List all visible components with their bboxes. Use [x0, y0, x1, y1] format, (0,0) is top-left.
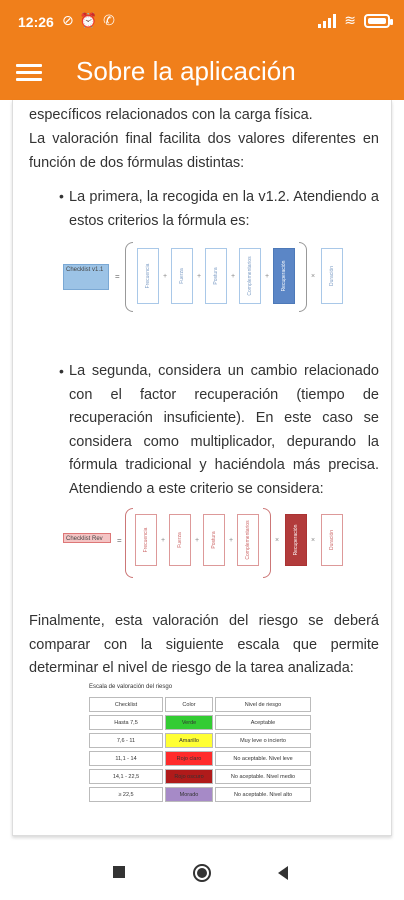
description-text: La valoración final facilita dos valores diferentes en función de dos fórmulas distintas: [29, 131, 379, 171]
formula-v1-diagram: Checklist v1.1 = Frecuencia + Fuerza + Postura + Complementarios + Recuperación × Duración [63, 240, 353, 320]
scale-grid [87, 694, 313, 805]
recents-button[interactable] [113, 866, 125, 878]
table-row [89, 733, 311, 748]
table-header-row [89, 697, 311, 712]
bullet-text-2: La segunda, considera un cambio relacionado con el factor recuperación (tiempo de recuperación insuficiente). En este caso se considera como multiplicador, depurando la fórmula tradicional y haciéndola más precisa. Atendiendo a este criterio se considera: [69, 363, 379, 497]
system-icons [318, 12, 390, 29]
table-header: Color [165, 697, 213, 712]
table-header: Checklist [89, 697, 163, 712]
range-cell: Hasta 7,5 [89, 715, 163, 730]
range-cell: 11,1 - 14 [89, 751, 163, 766]
app-bar [0, 44, 404, 100]
level-cell: Muy leve o incierto [215, 733, 311, 748]
formula-label: Checklist Rev [63, 533, 111, 543]
color-cell: Morado [165, 787, 213, 802]
table-row [89, 787, 311, 802]
table-row [89, 715, 311, 730]
whatsapp-icon: ✆ [103, 12, 115, 28]
color-cell: Rojo oscuro [165, 769, 213, 784]
table-header: Nivel de riesgo [215, 697, 311, 712]
term-duracion: Duración [321, 248, 343, 304]
scale-title: Escala de valoración del riesgo [89, 684, 173, 690]
term-postura: Postura [205, 248, 227, 304]
term-fuerza: Fuerza [169, 514, 191, 566]
term-postura: Postura [203, 514, 225, 566]
level-cell: No aceptable. Nivel alto [215, 787, 311, 802]
color-cell: Rojo claro [165, 751, 213, 766]
color-cell: Verde [165, 715, 213, 730]
term-duracion: Duración [321, 514, 343, 566]
term-recuperacion: Recuperación [285, 514, 307, 566]
term-complementarios: Complementarios [237, 514, 259, 566]
table-row [89, 751, 311, 766]
range-cell: 14,1 - 22,5 [89, 769, 163, 784]
level-cell: No aceptable. Nivel medio [215, 769, 311, 784]
risk-scale-table [87, 684, 327, 812]
status-time: 12:26 [18, 14, 54, 30]
back-button[interactable] [278, 866, 288, 880]
table-row [89, 769, 311, 784]
alarm-icon: ⏰ [79, 12, 98, 28]
level-cell: Aceptable [215, 715, 311, 730]
intro-text: específicos relacionados con la carga física. [29, 107, 313, 123]
top-bar [0, 0, 404, 100]
status-bar [0, 0, 404, 44]
home-button[interactable] [193, 864, 211, 882]
system-nav-bar [0, 848, 404, 900]
wifi-icon: ≋ [344, 12, 356, 28]
dnd-icon: ⊘ [62, 12, 74, 28]
battery-icon [364, 14, 390, 28]
color-cell: Amarillo [165, 733, 213, 748]
range-cell: 7,6 - 11 [89, 733, 163, 748]
term-fuerza: Fuerza [171, 248, 193, 304]
final-text: Finalmente, esta valoración del riesgo se deberá comparar con la siguiente escala que permite determinar el nivel de riesgo de la tarea analizada: [29, 613, 379, 676]
term-recuperacion: Recuperación [273, 248, 295, 304]
page-title: Sobre la aplicación [76, 56, 296, 86]
formula-label: Checklist v1.1 [63, 264, 109, 290]
term-complementarios: Complementarios [239, 248, 261, 304]
bullet-icon: • [59, 363, 64, 379]
signal-icon [318, 14, 336, 28]
bullet-icon: • [59, 188, 64, 204]
notification-icons [62, 12, 115, 29]
range-cell: ≥ 22,5 [89, 787, 163, 802]
level-cell: No aceptable. Nivel leve [215, 751, 311, 766]
term-frecuencia: Frecuencia [135, 514, 157, 566]
formula-rev-diagram: Checklist Rev = Frecuencia + Fuerza + Postura + Complementarios × Recuperación × Duración [63, 508, 353, 584]
content-card [12, 100, 392, 836]
term-frecuencia: Frecuencia [137, 248, 159, 304]
bullet-text-1: La primera, la recogida en la v1.2. Atendiendo a estos criterios la fórmula es: [69, 189, 379, 229]
menu-icon[interactable] [14, 58, 44, 86]
